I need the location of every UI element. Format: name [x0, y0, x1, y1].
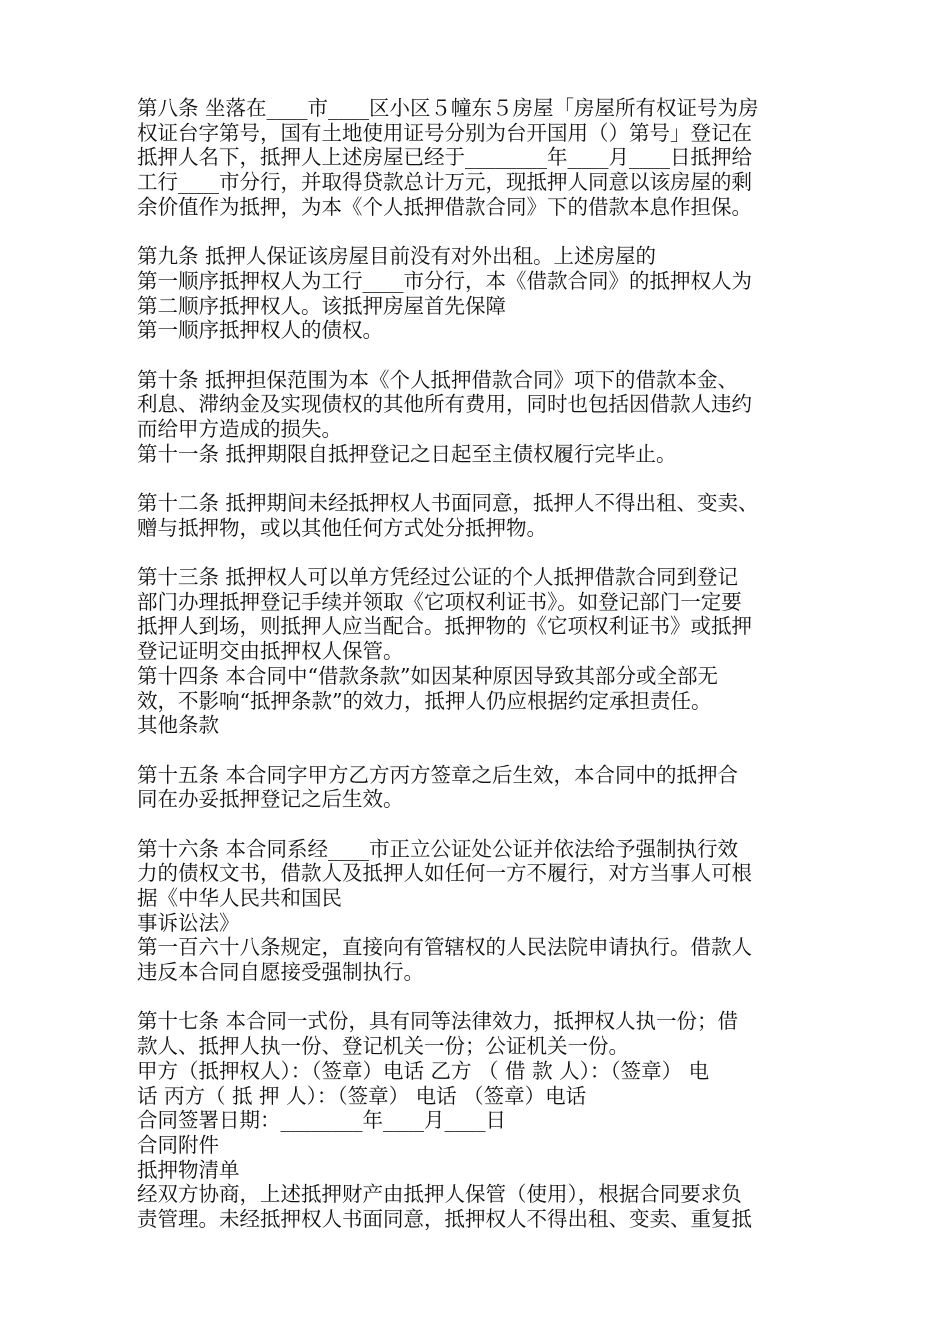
text-line: 赠与抵押物，或以其他任何方式处分抵押物。	[137, 515, 547, 540]
text-line: 第十一条 抵押期限自抵押登记之日起至主债权履行完毕止。	[137, 441, 677, 466]
paragraph-gap	[137, 466, 837, 491]
paragraph-gap	[137, 219, 837, 244]
text-line: 第九条 抵押人保证该房屋目前没有对外出租。上述房屋的	[137, 244, 657, 269]
text-line: 第二顺序抵押权人。该抵押房屋首先保障	[137, 293, 506, 318]
text-line: 权证台字第号，国有土地使用证号分别为台开国用（）第号」登记在	[137, 120, 752, 145]
section-heading: 抵押物清单	[137, 1157, 240, 1182]
signature-parties-line: 甲方（抵押权人）：（签章）电话 乙方 （ 借 款 人）：（签章） 电	[137, 1058, 710, 1083]
text-line: 登记证明交由抵押权人保管。	[137, 639, 404, 664]
text-line: 工行____市分行，并取得贷款总计万元，现抵押人同意以该房屋的剩	[137, 170, 752, 195]
text-line: 效，不影响“抵押条款”的效力，抵押人仍应根据约定承担责任。	[137, 688, 712, 713]
text-line: 利息、滞纳金及实现债权的其他所有费用，同时也包括因借款人违约	[137, 392, 752, 417]
text-line: 经双方协商，上述抵押财产由抵押人保管（使用），根据合同要求负	[137, 1182, 742, 1207]
text-line: 第八条 坐落在____市____区小区５幢东５房屋「房屋所有权证号为房	[137, 96, 759, 120]
text-line: 据《中华人民共和国民	[137, 886, 342, 910]
text-line: 抵押人名下，抵押人上述房屋已经于________年____月____日抵押给	[137, 145, 752, 170]
paragraph-gap	[137, 812, 837, 837]
text-line: 同在办妥抵押登记之后生效。	[137, 787, 404, 812]
text-line: 第十条 抵押担保范围为本《个人抵押借款合同》项下的借款本金、	[137, 367, 739, 392]
text-line: 第十三条 抵押权人可以单方凭经过公证的个人抵押借款合同到登记	[137, 565, 739, 590]
text-line: 第一百六十八条规定，直接向有管辖权的人民法院申请执行。借款人	[137, 935, 752, 960]
text-line: 第十四条 本合同中“借款条款”如因某种原因导致其部分或全部无	[137, 663, 718, 688]
text-line: 第十六条 本合同系经____市正立公证处公证并依法给予强制执行效	[137, 836, 739, 861]
paragraph-gap	[137, 738, 837, 763]
text-line: 而给甲方造成的损失。	[137, 416, 342, 441]
signing-date-line: 合同签署日期：________年____月____日	[137, 1108, 506, 1133]
text-line: 部门办理抵押登记手续并领取《它项权利证书》。如登记部门一定要	[137, 589, 742, 614]
section-heading: 合同附件	[137, 1132, 219, 1157]
paragraph-gap	[137, 343, 837, 368]
text-line: 余价值作为抵押，为本《个人抵押借款合同》下的借款本息作担保。	[137, 194, 752, 219]
text-line: 抵押人到场，则抵押人应当配合。抵押物的《它项权利证书》或抵押	[137, 614, 752, 639]
paragraph-gap	[137, 540, 837, 565]
text-line: 第十七条 本合同一式份，具有同等法律效力，抵押权人执一份；借	[137, 1009, 739, 1034]
text-line: 第一顺序抵押权人的债权。	[137, 318, 383, 343]
text-line: 第一顺序抵押权人为工行____市分行，本《借款合同》的抵押权人为	[137, 268, 752, 293]
text-line: 责管理。未经抵押权人书面同意，抵押权人不得出租、变卖、重复抵	[137, 1206, 752, 1231]
paragraph-gap	[137, 985, 837, 1010]
signature-parties-line: 话 丙方（ 抵 押 人）：（签章） 电话 （签章）电话	[137, 1083, 587, 1108]
text-line: 第十二条 抵押期间未经抵押权人书面同意，抵押人不得出租、变卖、	[137, 491, 759, 515]
text-line: 第十五条 本合同字甲方乙方丙方签章之后生效，本合同中的抵押合	[137, 762, 739, 787]
text-line: 力的债权文书，借款人及抵押人如任何一方不履行，对方当事人可根	[137, 861, 752, 886]
text-line: 款人、抵押人执一份、登记机关一份；公证机关一份。	[137, 1034, 629, 1059]
text-line: 事诉讼法》	[137, 910, 240, 935]
text-line: 违反本合同自愿接受强制执行。	[137, 960, 424, 985]
document-page	[137, 96, 837, 1232]
text-line: 其他条款	[137, 713, 219, 738]
